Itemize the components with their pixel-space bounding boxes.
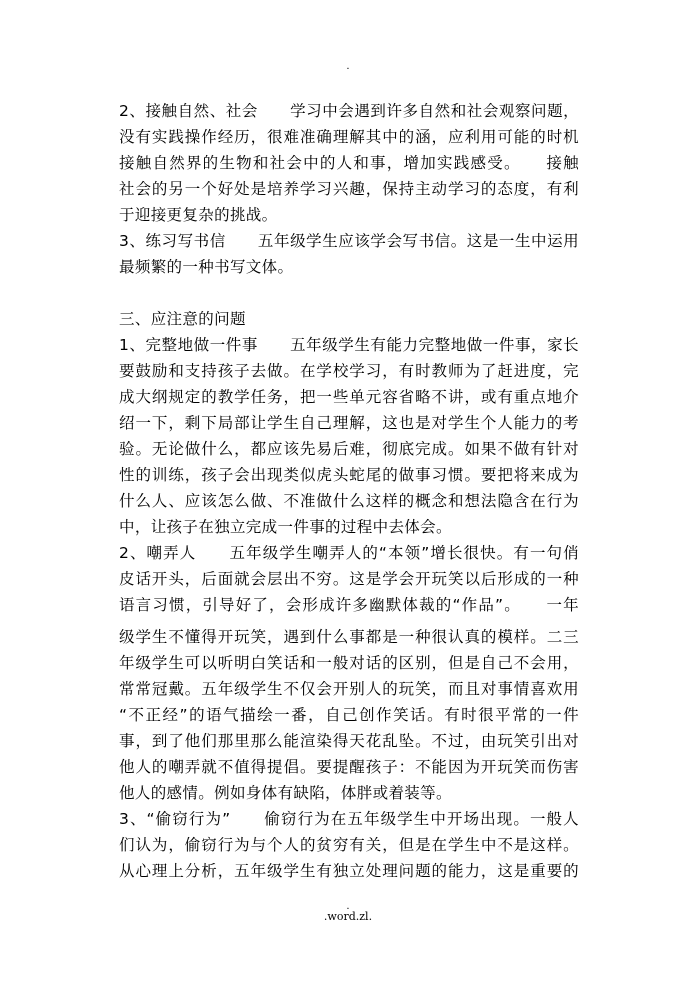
text-line: 性的训练，孩子会出现类似虎头蛇尾的做事习惯。要把将来成为 — [119, 466, 579, 484]
text-line: 接触自然界的生物和社会中的人和事，增加实践感受。 接触 — [119, 154, 579, 172]
text-line: 1、完整地做一件事 五年级学生有能力完整地做一件事，家长 — [119, 336, 579, 354]
text-line: 他人的嘲弄就不值得提倡。要提醒孩子：不能因为开玩笑而伤害 — [119, 758, 579, 776]
text-line: 验。无论做什么，都应该先易后难，彻底完成。如果不做有针对 — [119, 440, 579, 458]
text-line: 语言习惯，引导好了，会形成许多幽默体裁的“作品”。 一年 — [119, 596, 579, 614]
text-line: 要鼓励和支持孩子去做。在学校学习，有时教师为了赶进度，完 — [119, 362, 579, 380]
text-line: 事，到了他们那里那么能渲染得天花乱坠。不过，由玩笑引出对 — [119, 732, 579, 750]
text-line: 中，让孩子在独立完成一件事的过程中去体会。 — [119, 518, 452, 536]
text-line: 他人的感情。例如身体有缺陷，体胖或着装等。 — [119, 784, 452, 802]
text-line: 什么人、应该怎么做、不准做什么这样的概念和想法隐含在行为 — [119, 492, 579, 510]
text-line: 三、应注意的问题 — [119, 310, 246, 328]
page-footer — [0, 903, 696, 923]
text-line: 绍一下，剩下局部让学生自己理解，这也是对学生个人能力的考 — [119, 414, 579, 432]
text-line: 2、接触自然、社会 学习中会遇到许多自然和社会观察问题， — [119, 102, 579, 120]
text-line: 没有实践操作经历，很难准确理解其中的涵，应利用可能的时机 — [119, 128, 579, 146]
text-line: 们认为，偷窃行为与个人的贫穷有关，但是在学生中不是这样。 — [119, 836, 579, 854]
text-line: 皮话开头，后面就会层出不穷。这是学会开玩笑以后形成的一种 — [119, 570, 579, 588]
text-line: 3、练习写书信 五年级学生应该学会写书信。这是一生中运用 — [119, 232, 579, 250]
text-line: 2、嘲弄人 五年级学生嘲弄人的“本领”增长很快。有一句俏 — [119, 544, 579, 562]
footer-dot: . — [346, 901, 350, 912]
text-line: 年级学生可以听明白笑话和一般对话的区别，但是自己不会用， — [119, 654, 579, 672]
text-line: 级学生不懂得开玩笑，遇到什么事都是一种很认真的模样。二三 — [119, 628, 579, 646]
footer-text: .word.zl. — [323, 910, 373, 923]
page-header-mark: . — [346, 61, 350, 72]
text-line: “不正经”的语气描绘一番，自己创作笑话。有时很平常的一件 — [119, 706, 579, 724]
text-line: 社会的另一个好处是培养学习兴趣，保持主动学习的态度，有利 — [119, 180, 579, 198]
text-line: 从心理上分析，五年级学生有独立处理问题的能力，这是重要的 — [119, 862, 579, 880]
text-line: 常常冠戴。五年级学生不仅会开别人的玩笑，而且对事情喜欢用 — [119, 680, 579, 698]
text-line: 最频繁的一种书写文体。 — [119, 258, 294, 276]
text-line: 成大纲规定的教学任务，把一些单元容省略不讲，或有重点地介 — [119, 388, 579, 406]
text-line: 于迎接更复杂的挑战。 — [119, 206, 278, 224]
text-line: 3、“偷窃行为” 偷窃行为在五年级学生中开场出现。一般人 — [119, 810, 579, 828]
